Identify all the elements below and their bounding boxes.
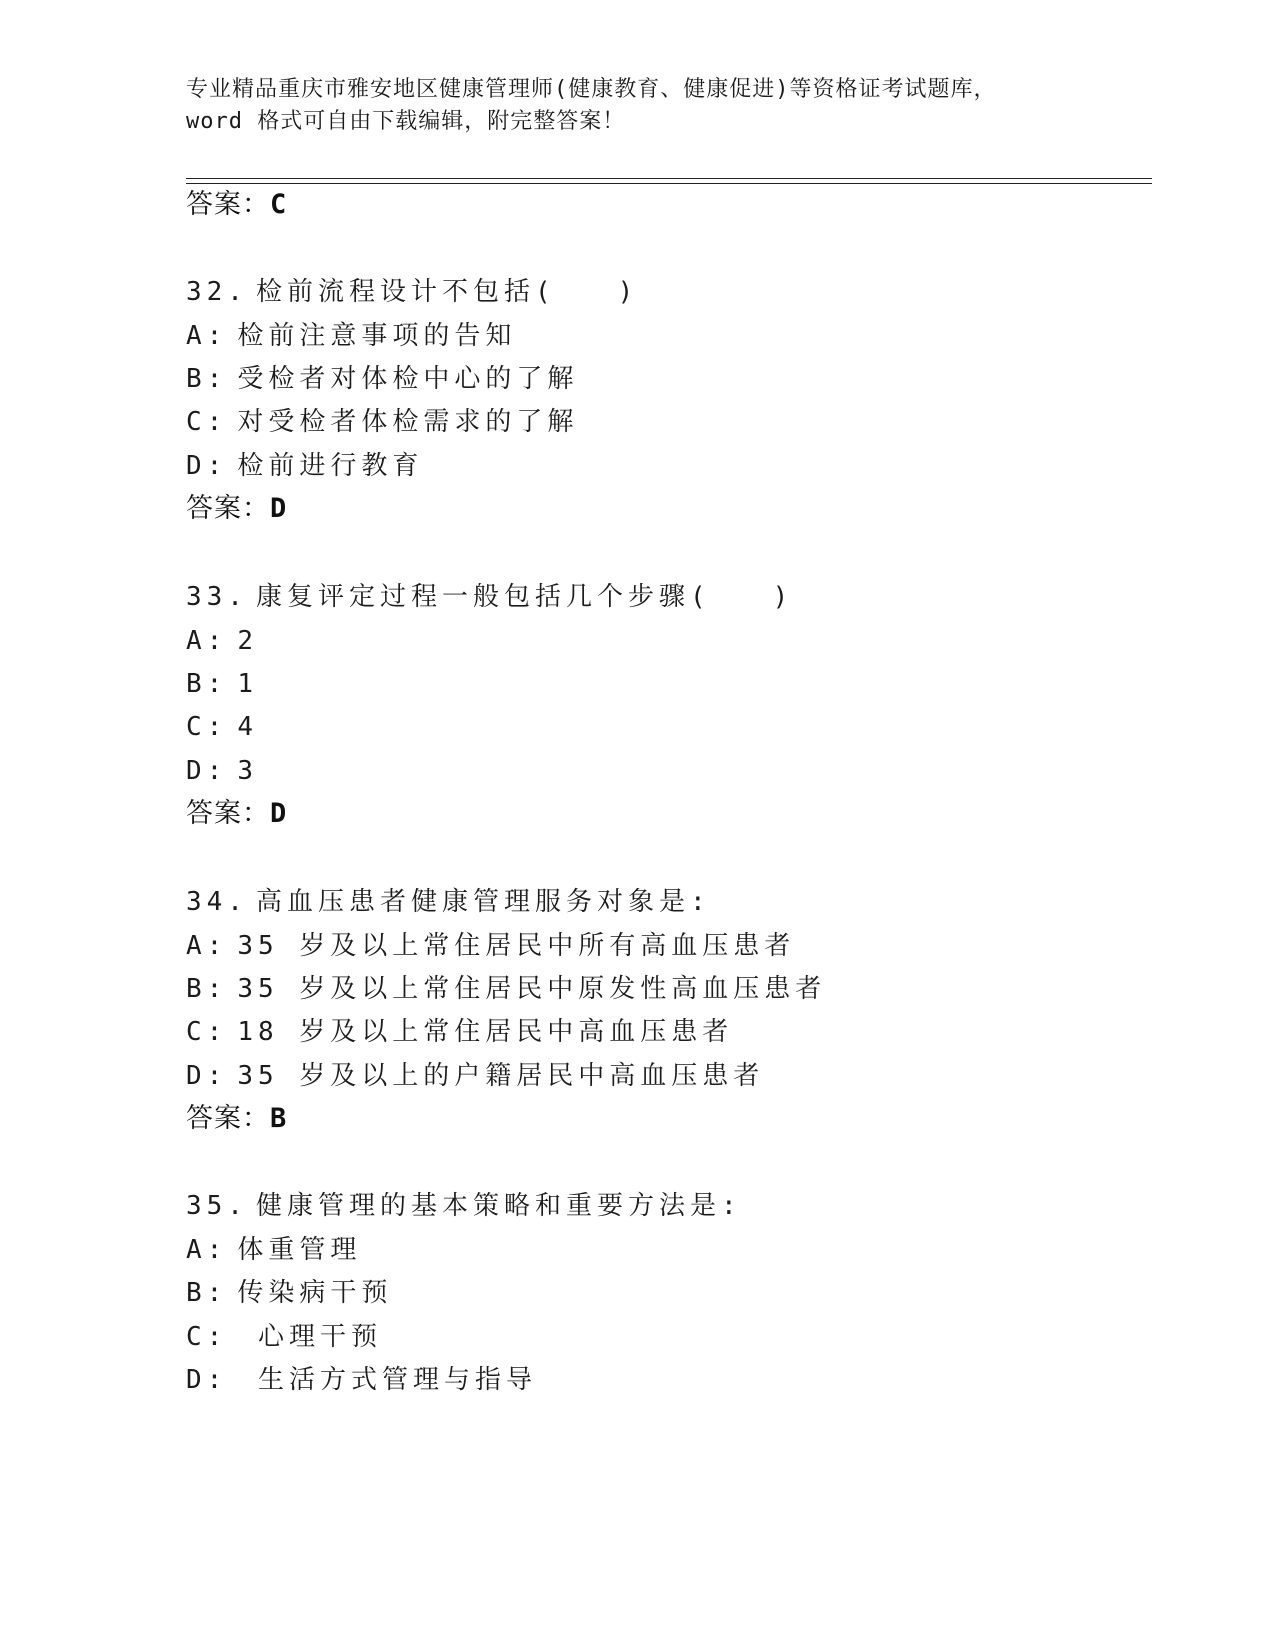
header-line-1: 专业精品重庆市雅安地区健康管理师(健康教育、健康促进)等资格证考试题库， <box>186 77 997 102</box>
question-32-option-b <box>186 362 578 396</box>
question-35-stem <box>186 1189 742 1223</box>
question-number: 33. <box>186 582 248 612</box>
question-34-answer <box>186 1102 287 1136</box>
question-33-answer <box>186 797 287 831</box>
question-34-stem <box>186 885 711 919</box>
question-35-option-b <box>186 1276 392 1310</box>
answer-value: B <box>270 1103 288 1134</box>
option-key: C: <box>186 712 228 742</box>
answer-label: 答案： <box>186 798 270 829</box>
question-text: 健康管理的基本策略和重要方法是: <box>255 1191 742 1221</box>
question-33-option-d <box>186 754 258 788</box>
header-line-2: word 格式可自由下载编辑，附完整答案！ <box>186 109 626 134</box>
option-text: 35 岁及以上的户籍居民中高血压患者 <box>237 1061 765 1091</box>
option-text: 心理干预 <box>237 1322 382 1352</box>
question-text: 检前流程设计不包括( ) <box>255 277 639 307</box>
question-text: 高血压患者健康管理服务对象是: <box>255 887 711 917</box>
option-text: 4 <box>237 712 258 742</box>
option-key: D: <box>186 1365 228 1395</box>
option-text: 传染病干预 <box>237 1278 393 1308</box>
question-35-option-c <box>186 1320 382 1354</box>
option-text: 3 <box>237 756 258 786</box>
option-key: C: <box>186 1322 228 1352</box>
option-key: A: <box>186 626 228 656</box>
option-key: B: <box>186 669 228 699</box>
question-34-option-d <box>186 1059 764 1093</box>
option-key: C: <box>186 407 228 437</box>
option-text: 18 岁及以上常住居民中高血压患者 <box>237 1017 734 1047</box>
question-32-stem <box>186 275 638 309</box>
answer-value: D <box>270 798 288 829</box>
answer-label: 答案： <box>186 1103 270 1134</box>
previous-answer <box>186 188 287 222</box>
option-text: 35 岁及以上常住居民中原发性高血压患者 <box>237 974 827 1004</box>
option-key: B: <box>186 364 228 394</box>
question-33-option-c <box>186 710 258 744</box>
option-key: D: <box>186 451 228 481</box>
question-number: 32. <box>186 277 248 307</box>
option-text: 体重管理 <box>237 1235 362 1265</box>
question-number: 34. <box>186 887 248 917</box>
option-text: 生活方式管理与指导 <box>237 1365 537 1395</box>
option-key: A: <box>186 1235 228 1265</box>
question-33-option-b <box>186 667 258 701</box>
answer-value: D <box>270 493 288 524</box>
answer-label: 答案： <box>186 493 270 524</box>
option-key: A: <box>186 931 228 961</box>
option-text: 2 <box>237 626 258 656</box>
question-34-option-b <box>186 972 826 1006</box>
answer-value: C <box>270 189 288 220</box>
question-number: 35. <box>186 1191 248 1221</box>
header-divider-bottom <box>186 183 1152 184</box>
option-key: D: <box>186 1061 228 1091</box>
question-32-answer <box>186 492 287 526</box>
option-key: C: <box>186 1017 228 1047</box>
question-32-option-c <box>186 405 578 439</box>
answer-label: 答案： <box>186 189 270 220</box>
question-34-option-a <box>186 929 795 963</box>
option-text: 受检者对体检中心的了解 <box>237 364 579 394</box>
option-key: B: <box>186 1278 228 1308</box>
question-32-option-a <box>186 319 516 353</box>
question-text: 康复评定过程一般包括几个步骤( ) <box>255 582 794 612</box>
question-33-stem <box>186 580 793 614</box>
option-key: B: <box>186 974 228 1004</box>
option-text: 对受检者体检需求的了解 <box>237 407 579 437</box>
option-key: A: <box>186 321 228 351</box>
question-35-option-a <box>186 1233 361 1267</box>
option-key: D: <box>186 756 228 786</box>
question-34-option-c <box>186 1015 733 1049</box>
document-header <box>186 74 1146 138</box>
option-text: 检前注意事项的告知 <box>237 321 517 351</box>
option-text: 检前进行教育 <box>237 451 424 481</box>
option-text: 1 <box>237 669 258 699</box>
question-32-option-d <box>186 449 423 483</box>
header-divider-top <box>186 178 1152 179</box>
option-text: 35 岁及以上常住居民中所有高血压患者 <box>237 931 796 961</box>
question-33-option-a <box>186 624 258 658</box>
question-35-option-d <box>186 1363 537 1397</box>
